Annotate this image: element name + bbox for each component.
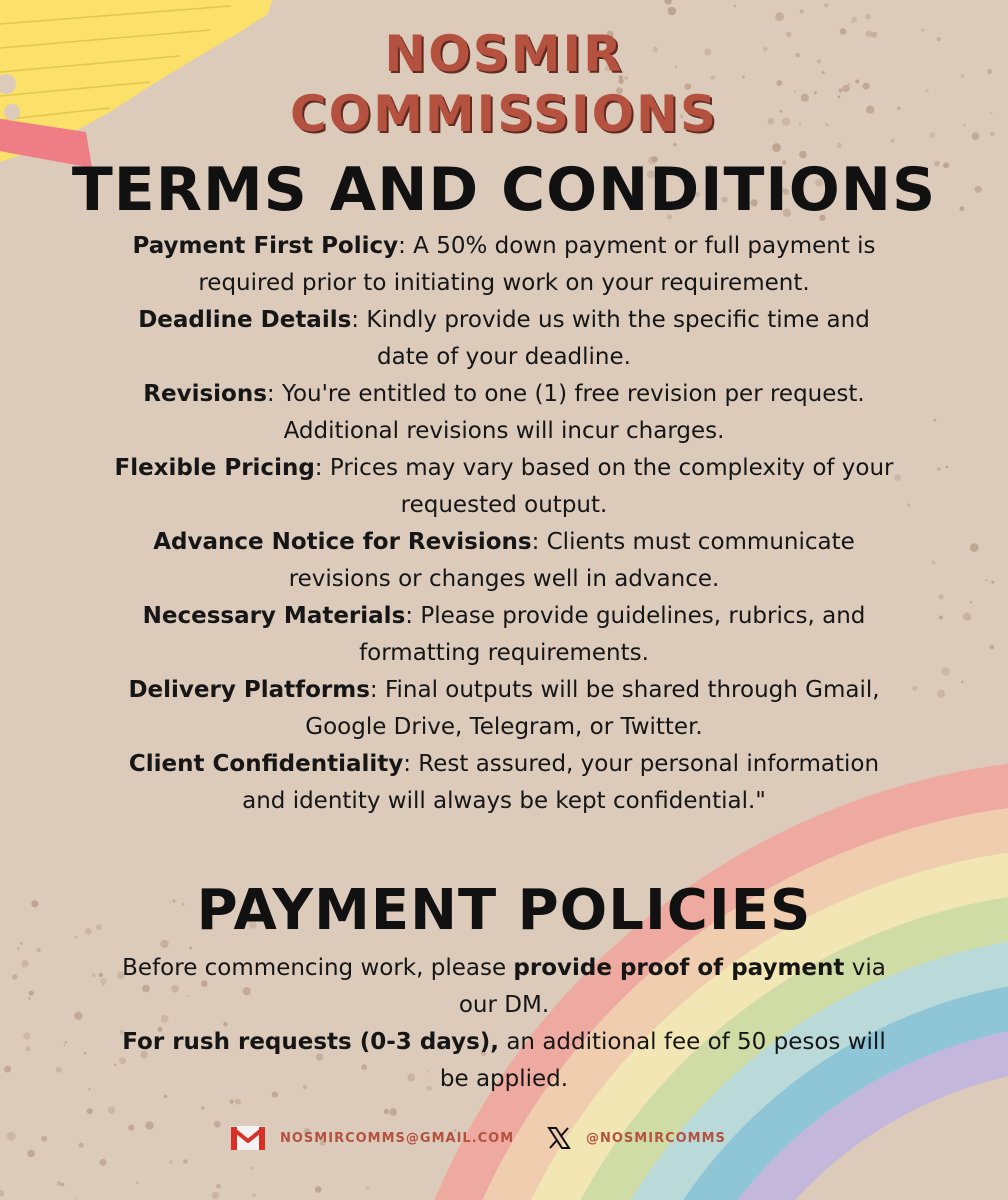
payment-heading: PAYMENT POLICIES: [196, 878, 812, 943]
speckle: [27, 1150, 35, 1158]
speckle: [937, 467, 941, 471]
speckle: [945, 466, 948, 469]
term-payment-first: [110, 228, 898, 302]
rush-emphasis: For rush requests (0-3 days),: [122, 1029, 500, 1055]
speckle: [183, 1159, 187, 1163]
speckle: [145, 1121, 153, 1129]
speckle: [74, 1012, 82, 1020]
speckle: [250, 1166, 254, 1170]
speckle: [136, 1182, 139, 1185]
speckle: [824, 3, 828, 7]
term-label: Client Confidentiality: [128, 751, 404, 777]
speckle: [939, 616, 943, 620]
brand-subtitle: COMMISSIONS: [289, 85, 719, 143]
payment-emphasis: provide proof of payment: [513, 955, 845, 981]
speckle: [41, 1136, 47, 1142]
speckle: [389, 1108, 397, 1116]
speckle: [201, 1106, 204, 1109]
speckle: [23, 1032, 30, 1039]
speckle: [108, 1107, 115, 1114]
term-text: : Prices may vary based on the complexity of your requested output.: [314, 455, 894, 518]
speckle: [235, 1099, 241, 1105]
speckle: [87, 1108, 93, 1114]
speckle: [88, 1088, 91, 1091]
term-flexible-pricing: [110, 450, 898, 524]
term-label: Revisions: [143, 381, 267, 407]
speckle: [7, 1132, 16, 1141]
speckle: [102, 984, 104, 986]
speckle: [214, 1121, 221, 1128]
speckle: [65, 1041, 68, 1044]
speckle: [991, 581, 994, 584]
payment-list: [110, 950, 898, 1098]
term-label: Necessary Materials: [142, 603, 406, 629]
payment-proof-note: [110, 950, 898, 1024]
term-deadline-details: [110, 302, 898, 376]
speckle: [4, 1066, 11, 1073]
speckle: [92, 973, 96, 977]
speckle: [128, 1125, 134, 1131]
term-label: Payment First Policy: [132, 233, 399, 259]
term-advance-notice: [110, 524, 898, 598]
x-logo-icon: [546, 1125, 572, 1151]
term-text: : Final outputs will be shared through Gmail, Google Drive, Telegram, or Twitter.: [305, 677, 880, 740]
payment-text: Before commencing work, please: [122, 955, 514, 981]
speckle: [941, 667, 950, 676]
term-label: Advance Notice for Revisions: [153, 529, 532, 555]
term-revisions: [110, 376, 898, 450]
speckle: [100, 1159, 107, 1166]
speckle: [907, 503, 910, 506]
speckle: [169, 1160, 173, 1164]
speckle: [366, 1187, 369, 1190]
speckle: [664, 0, 672, 5]
term-delivery-platforms: [110, 672, 898, 746]
term-text: : Please provide guidelines, rubrics, and formatting requirements.: [359, 603, 866, 666]
speckle: [852, 21, 855, 24]
term-necessary-materials: [110, 598, 898, 672]
speckle: [37, 948, 41, 952]
speckle: [28, 997, 31, 1000]
rush-fee-note: [110, 1024, 898, 1098]
speckle: [84, 1052, 87, 1055]
speckle: [668, 7, 671, 10]
speckle: [17, 947, 20, 950]
speckle: [216, 1184, 221, 1189]
speckle: [938, 594, 944, 600]
speckle: [229, 1099, 234, 1104]
term-text: : A 50% down payment or full payment is required prior to initiating work on your requirement.: [198, 233, 876, 296]
speckle: [932, 561, 936, 565]
speckle: [970, 543, 979, 552]
x-contact[interactable]: [546, 1123, 726, 1153]
term-text: : Clients must communicate revisions or changes well in advance.: [288, 529, 855, 592]
x-handle[interactable]: @NOSMIRCOMMS: [586, 1130, 726, 1146]
speckle: [970, 601, 972, 603]
term-label: Flexible Pricing: [114, 455, 315, 481]
speckle: [252, 1193, 256, 1197]
speckle: [961, 680, 964, 683]
terms-list: [110, 228, 898, 820]
speckle: [21, 960, 29, 968]
term-client-confidentiality: [110, 746, 898, 820]
speckle: [57, 1181, 61, 1185]
speckle: [866, 14, 871, 19]
speckle: [56, 1067, 62, 1073]
speckle: [29, 991, 34, 996]
speckle: [985, 579, 987, 581]
speckle: [100, 978, 106, 984]
term-text: : Kindly provide us with the specific time and date of your deadline.: [351, 307, 870, 370]
speckle: [800, 9, 804, 13]
terms-heading: TERMS AND CONDITIONS: [71, 155, 937, 225]
speckle: [99, 973, 103, 977]
speckle: [772, 143, 781, 152]
email-address[interactable]: NOSMIRCOMMS@GMAIL.COM: [280, 1130, 515, 1146]
term-text: : Rest assured, your personal information and identity will always be kept confidential.": [242, 751, 880, 814]
gmail-icon: [230, 1124, 266, 1152]
brand-name: NOSMIR: [384, 25, 624, 83]
speckle: [775, 12, 784, 21]
speckle: [63, 1044, 65, 1046]
speckle: [315, 1186, 321, 1192]
speckle: [79, 1143, 84, 1148]
speckle: [25, 1046, 30, 1051]
speckle: [912, 686, 917, 691]
speckle: [934, 419, 937, 422]
term-label: Delivery Platforms: [128, 677, 370, 703]
speckle: [12, 974, 17, 979]
speckle: [734, 5, 736, 7]
speckle: [937, 690, 945, 698]
term-text: : You're entitled to one (1) free revision per request. Additional revisions will incur charges.: [266, 381, 865, 444]
speckle: [212, 1192, 219, 1199]
term-label: Deadline Details: [138, 307, 352, 333]
payment-text: via our DM.: [458, 955, 886, 1018]
email-contact[interactable]: [230, 1123, 514, 1153]
speckle: [384, 1109, 389, 1114]
speckle: [963, 613, 971, 621]
speckle: [0, 1190, 4, 1196]
speckle: [989, 645, 994, 650]
rush-text: an additional fee of 50 pesos will be applied.: [439, 1029, 886, 1092]
